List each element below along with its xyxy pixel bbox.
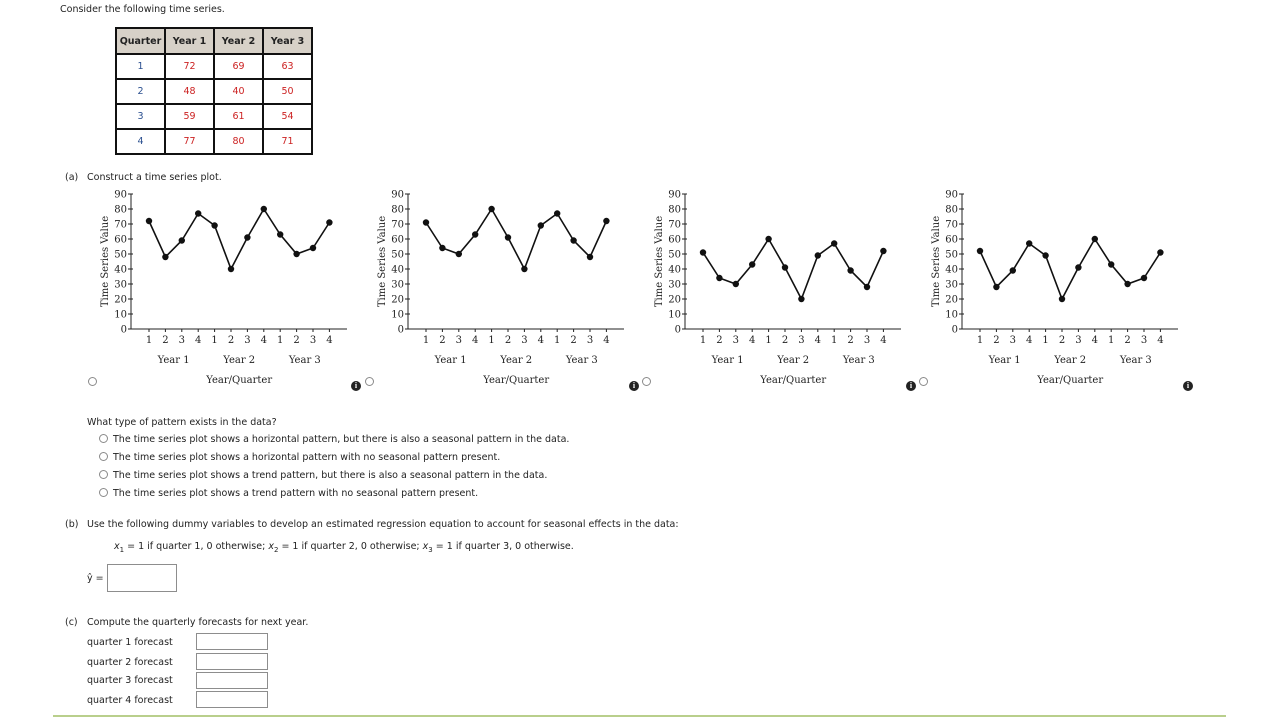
- part-a-text: Construct a time series plot.: [87, 172, 222, 183]
- x-tick-label: 2: [227, 335, 235, 346]
- plot-option-2: [372, 190, 632, 390]
- part-b-text: Use the following dummy variables to develop an estimated regression equation to account for seasonal effects in the data:: [87, 519, 679, 530]
- x-tick-label: 2: [847, 335, 854, 346]
- data-point: [1108, 261, 1114, 267]
- data-point: [1026, 240, 1032, 246]
- dummy-subscript: 2: [273, 546, 279, 554]
- info-icon[interactable]: i: [351, 381, 361, 391]
- y-axis-label: Time Series Value: [100, 215, 111, 308]
- x-tick-label: 3: [863, 335, 871, 346]
- data-point: [864, 284, 870, 290]
- x-tick-label: 3: [732, 335, 739, 346]
- plot-svg: [95, 190, 355, 390]
- year-label: Year 1: [434, 355, 467, 366]
- data-point: [733, 281, 739, 287]
- data-point: [521, 266, 527, 272]
- x-tick-label: 2: [162, 335, 169, 346]
- pattern-option-2-label[interactable]: The time series plot shows a horizontal pattern with no seasonal pattern present.: [113, 452, 501, 463]
- value-cell: 59: [165, 104, 214, 129]
- table-header: Year 2: [214, 28, 263, 54]
- x-tick-label: 2: [1124, 335, 1131, 346]
- y-tick-label: 60: [945, 234, 958, 246]
- data-point: [228, 266, 234, 272]
- y-tick-label: 80: [668, 204, 681, 216]
- y-axis-label: Time Series Value: [931, 215, 942, 308]
- data-point: [749, 261, 755, 267]
- value-cell: 54: [263, 104, 312, 129]
- y-tick-label: 0: [951, 324, 958, 336]
- table-row: [116, 54, 312, 79]
- data-point: [1092, 236, 1098, 242]
- data-point: [310, 245, 316, 251]
- x-tick-label: 4: [749, 335, 756, 346]
- y-tick-label: 0: [397, 324, 404, 336]
- data-point: [1141, 275, 1147, 281]
- pattern-question: What type of pattern exists in the data?: [87, 417, 277, 428]
- data-point: [456, 251, 462, 257]
- forecast-input-q4[interactable]: [196, 691, 268, 708]
- data-point: [815, 252, 821, 258]
- dummy-def: = 1 if quarter 3, 0 otherwise.: [432, 541, 574, 552]
- x-tick-label: 1: [277, 335, 284, 346]
- y-tick-label: 50: [114, 249, 127, 261]
- plot-3-radio[interactable]: [642, 377, 651, 386]
- forecast-input-q1[interactable]: [196, 633, 268, 650]
- yhat-equation-input[interactable]: [107, 564, 177, 592]
- y-tick-label: 10: [668, 309, 681, 321]
- x-axis-label: Year/Quarter: [206, 375, 273, 386]
- y-tick-label: 10: [114, 309, 127, 321]
- table-row: [116, 129, 312, 154]
- data-point: [782, 264, 788, 270]
- x-tick-label: 4: [880, 335, 887, 346]
- x-tick-label: 2: [716, 335, 723, 346]
- table-header: Quarter: [116, 28, 165, 54]
- x-tick-label: 1: [1108, 335, 1115, 346]
- plot-option-1: [95, 190, 355, 390]
- y-tick-label: 90: [391, 189, 404, 201]
- x-tick-label: 1: [765, 335, 772, 346]
- dummy-subscript: 3: [428, 546, 433, 554]
- year-label: Year 2: [1054, 355, 1087, 366]
- year-label: Year 1: [988, 355, 1021, 366]
- data-point: [472, 231, 478, 237]
- table-header: Year 3: [263, 28, 312, 54]
- data-point: [505, 234, 511, 240]
- info-icon[interactable]: i: [1183, 381, 1193, 391]
- x-tick-label: 1: [831, 335, 838, 346]
- x-tick-label: 2: [504, 335, 512, 346]
- quarter-cell: 2: [116, 79, 165, 104]
- data-point: [716, 275, 722, 281]
- quarter-cell: 1: [116, 54, 165, 79]
- x-tick-label: 3: [798, 335, 805, 346]
- quarter-cell: 4: [116, 129, 165, 154]
- series-line: [149, 209, 329, 269]
- part-c-text: Compute the quarterly forecasts for next year.: [87, 617, 309, 628]
- x-tick-label: 3: [521, 335, 528, 346]
- plot-2-radio[interactable]: [365, 377, 374, 386]
- y-tick-label: 70: [114, 219, 127, 231]
- year-label: Year 3: [288, 355, 321, 366]
- data-point: [554, 210, 560, 216]
- x-tick-label: 3: [178, 335, 185, 346]
- y-tick-label: 70: [945, 219, 958, 231]
- data-point: [587, 254, 593, 260]
- x-tick-label: 1: [699, 335, 707, 346]
- y-tick-label: 20: [945, 294, 958, 306]
- pattern-option-1-label[interactable]: The time series plot shows a horizontal pattern, but there is also a seasonal pattern in the data.: [113, 434, 570, 445]
- pattern-option-4-label[interactable]: The time series plot shows a trend pattern with no seasonal pattern present.: [113, 488, 479, 499]
- table-row: [116, 104, 312, 129]
- data-point: [439, 245, 445, 251]
- x-axis-label: Year/Quarter: [1037, 375, 1104, 386]
- data-point: [993, 284, 999, 290]
- dummy-x: x: [422, 541, 429, 552]
- x-tick-label: 4: [472, 335, 479, 346]
- intro-text: Consider the following time series.: [60, 4, 225, 15]
- x-tick-label: 3: [1140, 335, 1148, 346]
- x-tick-label: 4: [1026, 335, 1033, 346]
- x-tick-label: 3: [309, 335, 317, 346]
- plot-svg: [372, 190, 632, 390]
- value-cell: 40: [214, 79, 263, 104]
- year-label: Year 3: [565, 355, 598, 366]
- y-tick-label: 30: [668, 279, 681, 291]
- part-c-label: (c): [65, 617, 78, 628]
- y-tick-label: 0: [674, 324, 681, 336]
- data-point: [1059, 296, 1065, 302]
- value-cell: 71: [263, 129, 312, 154]
- part-a-label: (a): [65, 172, 79, 183]
- value-cell: 48: [165, 79, 214, 104]
- series-line: [980, 239, 1160, 299]
- y-tick-label: 80: [945, 204, 958, 216]
- forecast-label-q2: quarter 2 forecast: [87, 657, 173, 668]
- y-tick-label: 70: [391, 219, 404, 231]
- y-tick-label: 0: [120, 324, 127, 336]
- x-axis-label: Year/Quarter: [760, 375, 827, 386]
- x-tick-label: 2: [1058, 335, 1066, 346]
- pattern-option-3-label[interactable]: The time series plot shows a trend pattern, but there is also a seasonal pattern in the data.: [113, 470, 548, 481]
- x-tick-label: 4: [195, 335, 202, 346]
- x-tick-label: 4: [1091, 335, 1098, 346]
- forecast-label-q4: quarter 4 forecast: [87, 695, 173, 706]
- x-tick-label: 3: [455, 335, 462, 346]
- x-tick-label: 4: [537, 335, 544, 346]
- plot-4-radio[interactable]: [919, 377, 928, 386]
- x-tick-label: 4: [603, 335, 610, 346]
- info-icon[interactable]: i: [906, 381, 916, 391]
- value-cell: 69: [214, 54, 263, 79]
- value-cell: 77: [165, 129, 214, 154]
- forecast-input-q3[interactable]: [196, 672, 268, 689]
- data-point: [1010, 267, 1016, 273]
- data-point: [244, 234, 250, 240]
- forecast-label-q3: quarter 3 forecast: [87, 675, 173, 686]
- y-tick-label: 90: [114, 189, 127, 201]
- data-point: [211, 222, 217, 228]
- dummy-variable-definitions: [114, 541, 574, 554]
- table-row: [116, 79, 312, 104]
- plot-1-radio[interactable]: [88, 377, 97, 386]
- y-tick-label: 90: [668, 189, 681, 201]
- dummy-def: = 1 if quarter 2, 0 otherwise;: [278, 541, 423, 552]
- dummy-def: = 1 if quarter 1, 0 otherwise;: [124, 541, 269, 552]
- y-tick-label: 70: [668, 219, 681, 231]
- dummy-x: x: [114, 541, 120, 552]
- x-tick-label: 1: [554, 335, 561, 346]
- data-point: [146, 218, 152, 224]
- series-line: [426, 209, 606, 269]
- y-tick-label: 80: [391, 204, 404, 216]
- info-icon[interactable]: i: [629, 381, 639, 391]
- data-point: [261, 206, 267, 212]
- x-tick-label: 4: [326, 335, 333, 346]
- data-point: [831, 240, 837, 246]
- value-cell: 63: [263, 54, 312, 79]
- time-series-table: [115, 27, 313, 155]
- y-tick-label: 90: [945, 189, 958, 201]
- y-tick-label: 40: [668, 264, 681, 276]
- data-point: [538, 222, 544, 228]
- plot-svg: [649, 190, 909, 390]
- x-tick-label: 1: [422, 335, 430, 346]
- bottom-divider: [53, 715, 1226, 717]
- data-point: [1042, 252, 1048, 258]
- x-tick-label: 4: [1157, 335, 1164, 346]
- dummy-subscript: 1: [119, 546, 125, 554]
- data-point: [847, 267, 853, 273]
- plot-svg: [926, 190, 1186, 390]
- data-point: [162, 254, 168, 260]
- x-tick-label: 2: [293, 335, 300, 346]
- y-tick-label: 60: [114, 234, 127, 246]
- data-point: [798, 296, 804, 302]
- value-cell: 72: [165, 54, 214, 79]
- x-tick-label: 2: [993, 335, 1000, 346]
- y-tick-label: 50: [391, 249, 404, 261]
- data-point: [603, 218, 609, 224]
- year-label: Year 2: [777, 355, 810, 366]
- x-tick-label: 4: [814, 335, 821, 346]
- table-header: Year 1: [165, 28, 214, 54]
- y-axis-label: Time Series Value: [654, 215, 665, 308]
- value-cell: 80: [214, 129, 263, 154]
- data-point: [326, 219, 332, 225]
- y-tick-label: 10: [945, 309, 958, 321]
- series-line: [703, 239, 883, 299]
- x-tick-label: 3: [1009, 335, 1016, 346]
- y-tick-label: 30: [114, 279, 127, 291]
- y-tick-label: 10: [391, 309, 404, 321]
- part-b-label: (b): [65, 519, 79, 530]
- year-label: Year 1: [711, 355, 744, 366]
- data-point: [195, 210, 201, 216]
- data-point: [423, 219, 429, 225]
- x-tick-label: 1: [488, 335, 495, 346]
- data-point: [700, 249, 706, 255]
- y-tick-label: 40: [114, 264, 127, 276]
- plot-option-4: [926, 190, 1186, 390]
- x-tick-label: 2: [439, 335, 446, 346]
- x-axis-label: Year/Quarter: [483, 375, 550, 386]
- plot-option-3: [649, 190, 909, 390]
- dummy-x: x: [268, 541, 274, 552]
- x-tick-label: 3: [244, 335, 251, 346]
- y-tick-label: 20: [114, 294, 127, 306]
- data-point: [1124, 281, 1130, 287]
- data-point: [179, 237, 185, 243]
- value-cell: 50: [263, 79, 312, 104]
- pattern-option-1-radio[interactable]: [99, 434, 108, 443]
- y-tick-label: 30: [945, 279, 958, 291]
- x-tick-label: 1: [976, 335, 984, 346]
- x-tick-label: 1: [1042, 335, 1049, 346]
- pattern-option-3-radio[interactable]: [99, 470, 108, 479]
- data-point: [765, 236, 771, 242]
- year-label: Year 2: [500, 355, 533, 366]
- y-tick-label: 80: [114, 204, 127, 216]
- data-point: [570, 237, 576, 243]
- y-tick-label: 40: [945, 264, 958, 276]
- year-label: Year 1: [157, 355, 190, 366]
- year-label: Year 3: [1119, 355, 1152, 366]
- quarter-cell: 3: [116, 104, 165, 129]
- year-label: Year 3: [842, 355, 875, 366]
- x-tick-label: 1: [145, 335, 153, 346]
- y-tick-label: 50: [668, 249, 681, 261]
- x-tick-label: 2: [570, 335, 577, 346]
- y-tick-label: 60: [391, 234, 404, 246]
- yhat-label: ŷ =: [87, 573, 104, 584]
- y-tick-label: 20: [668, 294, 681, 306]
- forecast-input-q2[interactable]: [196, 653, 268, 670]
- x-tick-label: 2: [781, 335, 789, 346]
- y-tick-label: 30: [391, 279, 404, 291]
- data-point: [1157, 249, 1163, 255]
- y-tick-label: 20: [391, 294, 404, 306]
- data-point: [277, 231, 283, 237]
- data-point: [880, 248, 886, 254]
- forecast-label-q1: quarter 1 forecast: [87, 637, 173, 648]
- x-tick-label: 1: [211, 335, 218, 346]
- pattern-option-4-radio[interactable]: [99, 488, 108, 497]
- x-tick-label: 3: [586, 335, 594, 346]
- y-axis-label: Time Series Value: [377, 215, 388, 308]
- value-cell: 61: [214, 104, 263, 129]
- y-tick-label: 60: [668, 234, 681, 246]
- pattern-option-2-radio[interactable]: [99, 452, 108, 461]
- y-tick-label: 40: [391, 264, 404, 276]
- data-point: [977, 248, 983, 254]
- x-tick-label: 4: [260, 335, 267, 346]
- data-point: [293, 251, 299, 257]
- year-label: Year 2: [223, 355, 256, 366]
- y-tick-label: 50: [945, 249, 958, 261]
- data-point: [488, 206, 494, 212]
- x-tick-label: 3: [1075, 335, 1082, 346]
- data-point: [1075, 264, 1081, 270]
